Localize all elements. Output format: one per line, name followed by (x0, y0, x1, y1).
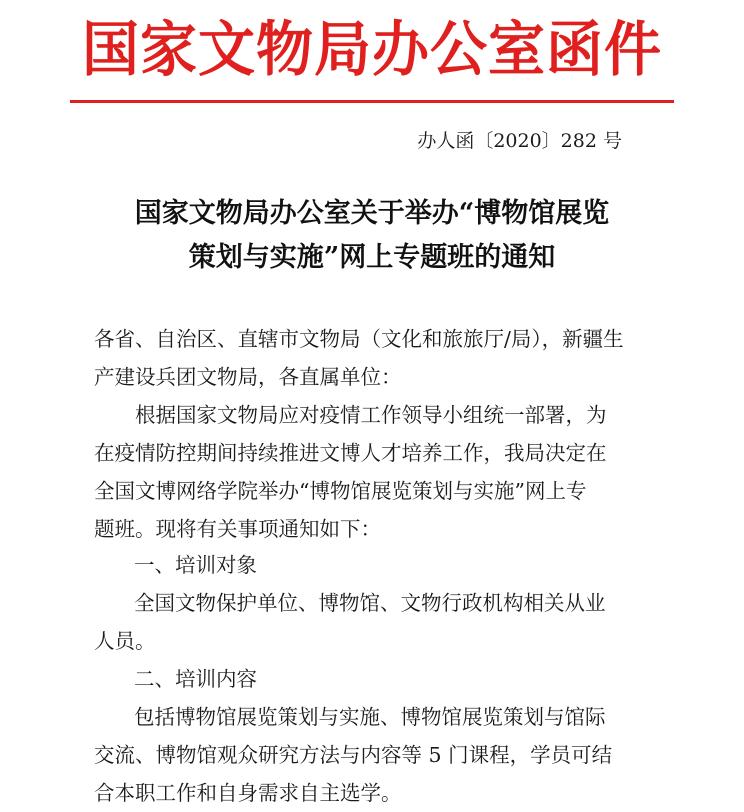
section-heading-training-target: 一、培训对象 (134, 553, 257, 577)
letterhead-red-rule (70, 100, 674, 103)
body-line: 产建设兵团文物局，各直属单位： (94, 365, 402, 389)
notice-title-line-2: 策划与实施”网上专题班的通知 (188, 242, 556, 273)
body-line: 人员。 (94, 629, 156, 653)
body-line: 合本职工作和自身需求自主选学。 (94, 781, 402, 805)
body-line: 题班。现将有关事项通知如下： (94, 517, 381, 541)
body-line: 交流、博物馆观众研究方法与内容等 5 门课程，学员可结 (94, 743, 613, 767)
body-line: 全国文物保护单位、博物馆、文物行政机构相关从业 (134, 591, 606, 615)
document-number: 办人函〔2020〕282 号 (417, 130, 622, 152)
letterhead-title: 国家文物局办公室函件 (82, 14, 662, 85)
body-line: 包括博物馆展览策划与实施、博物馆展览策划与馆际 (134, 705, 606, 729)
body-line: 在疫情防控期间持续推进文博人才培养工作，我局决定在 (94, 441, 607, 465)
body-line: 各省、自治区、直辖市文物局（文化和旅旅厅/局），新疆生 (94, 327, 624, 351)
notice-title-line-1: 国家文物局办公室关于举办“博物馆展览 (134, 198, 610, 229)
body-line: 根据国家文物局应对疫情工作领导小组统一部署，为 (94, 403, 607, 427)
body-line: 全国文博网络学院举办“博物馆展览策划与实施”网上专 (94, 479, 587, 503)
section-heading-training-content: 二、培训内容 (134, 667, 257, 691)
